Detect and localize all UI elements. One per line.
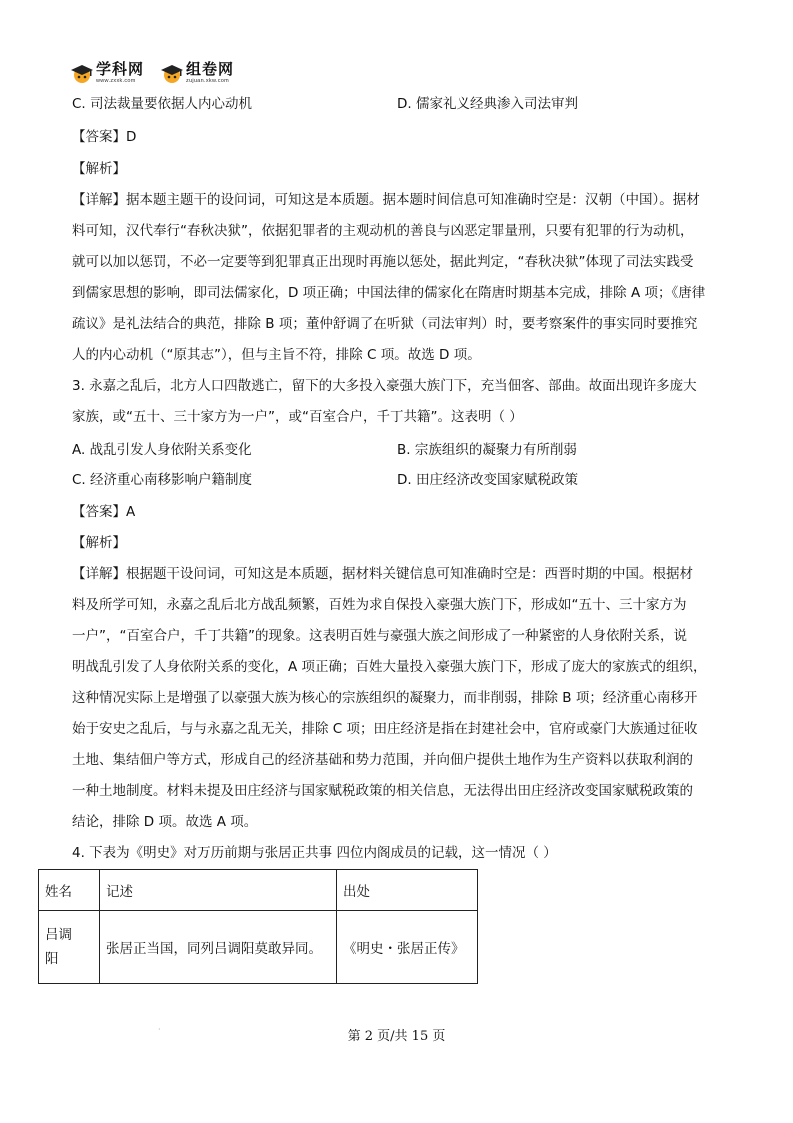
q2-option-d: D. 儒家礼义经典渗入司法审判 [397,96,578,112]
q2-option-c: C. 司法裁量要依据人内心动机 [72,96,253,112]
answer-label: 【答案】 [72,129,126,145]
q3-detail-line: 结论，排除 D 项。故选 A 项。 [72,814,258,830]
scan-dot: · [158,1025,161,1034]
table-row [39,911,478,984]
graduation-cap-logo-icon [70,62,94,84]
q3-analysis-label: 【解析】 [72,535,126,551]
q4-table [38,869,478,984]
table-header-cell: 记述 [100,870,337,911]
q2-detail-line: 人的内心动机（“原其志”），但与主旨不符，排除 C 项。故选 D 项。 [72,347,481,363]
q2-detail-line: 到儒家思想的影响，即司法儒家化，D 项正确；中国法律的儒家化在隋唐时期基本完成，排除 A 项；《唐律 [72,285,706,301]
q2-detail-line: 料可知，汉代奉行“春秋决狱”，依据犯罪者的主观动机的善良与凶恶定罪量刑，只要有犯罪的行为动机， [72,223,694,239]
q3-option-a: A. 战乱引发人身依附关系变化 [72,442,252,458]
answer-value: D [126,129,137,145]
q3-stem-line: 3. 永嘉之乱后，北方人口四散逃亡，留下的大多投入豪强大族门下，充当佃客、部曲。故面出现许多庞大 [72,378,697,394]
q3-detail-line: 料及所学可知，永嘉之乱后北方战乱频繁，百姓为求自保投入豪强大族门下，形成如“五十、三十家方为 [72,597,687,613]
q2-analysis-label: 【解析】 [72,161,126,177]
name-line: 阳 [45,951,59,967]
answer-label: 【答案】 [72,504,126,520]
table-header-cell: 姓名 [39,870,100,911]
q3-detail-line: 土地、集结佃户等方式，形成自己的经济基础和势力范围，并向佃户提供土地作为生产资料以获取利润的 [72,752,693,768]
logo-xuekewang [70,59,145,85]
q3-detail-line: 这种情况实际上是增强了以豪强大族为核心的宗族组织的凝聚力，而非削弱，排除 B 项；经济重心南移开 [72,690,698,706]
q2-detail-line: 【详解】据本题主题干的设问词，可知这是本质题。据本题时间信息可知准确时空是：汉朝（中国）。据材 [72,192,700,208]
q3-answer [72,502,135,522]
page-footer: 第 2 页/共 15 页 [347,1029,446,1044]
name-line: 吕调 [45,927,72,943]
logo1-text: 学科网 [96,59,145,78]
logo1-url: www.zxxk.com [96,77,136,84]
q3-option-d: D. 田庄经济改变国家赋税政策 [397,472,578,488]
header-logos [70,60,234,86]
q3-option-b: B. 宗族组织的凝聚力有所削弱 [397,442,577,458]
q3-option-c: C. 经济重心南移影响户籍制度 [72,472,253,488]
table-cell-source: 《明史・张居正传》 [337,911,478,984]
q3-detail-line: 【详解】根据题干设问词，可知这是本质题，据材料关键信息可知准确时空是：西晋时期的中国。根据材 [72,566,693,582]
table-header-cell: 出处 [337,870,478,911]
q2-detail-line: 疏议》是礼法结合的典范，排除 B 项；董仲舒调了在听狱（司法审判）时，要考察案件的事实同时要推究 [72,316,698,332]
logo2-text: 组卷网 [186,59,235,78]
q4-stem: 4. 下表为《明史》对万历前期与张居正共事 四位内阁成员的记载，这一情况（ ） [72,845,557,861]
table-header-row [39,870,478,911]
answer-value: A [126,504,136,520]
table-cell-name [39,911,100,984]
table-cell-record: 张居正当国，同列吕调阳莫敢异同。 [100,911,337,984]
q3-detail-line: 始于安史之乱后，与与永嘉之乱无关，排除 C 项；田庄经济是指在封建社会中，官府或豪门大族通过征收 [72,721,698,737]
q3-stem-line: 家族，或“五十、三十家方为一户”，或“百室合户，千丁共籍”。这表明（ ） [72,409,523,425]
graduation-cap-logo-icon [160,62,184,84]
logo2-url: zujuan.xkw.com [186,77,230,84]
logo-zujuanwang [160,59,235,85]
q2-detail-line: 就可以加以惩罚，不必一定要等到犯罪真正出现时再施以惩处，据此判定，“春秋决狱”体现了司法实践受 [72,254,694,270]
q3-detail-line: 明战乱引发了人身依附关系的变化，A 项正确；百姓大量投入豪强大族门下，形成了庞大的家族式的组织， [72,659,707,675]
q3-detail-line: 一户”，“百室合户，千丁共籍”的现象。这表明百姓与豪强大族之间形成了一种紧密的人身依附关系，说 [72,628,687,644]
q3-detail-line: 一种土地制度。材料未提及田庄经济与国家赋税政策的相关信息，无法得出田庄经济改变国家赋税政策的 [72,783,693,799]
q2-answer [72,127,136,147]
